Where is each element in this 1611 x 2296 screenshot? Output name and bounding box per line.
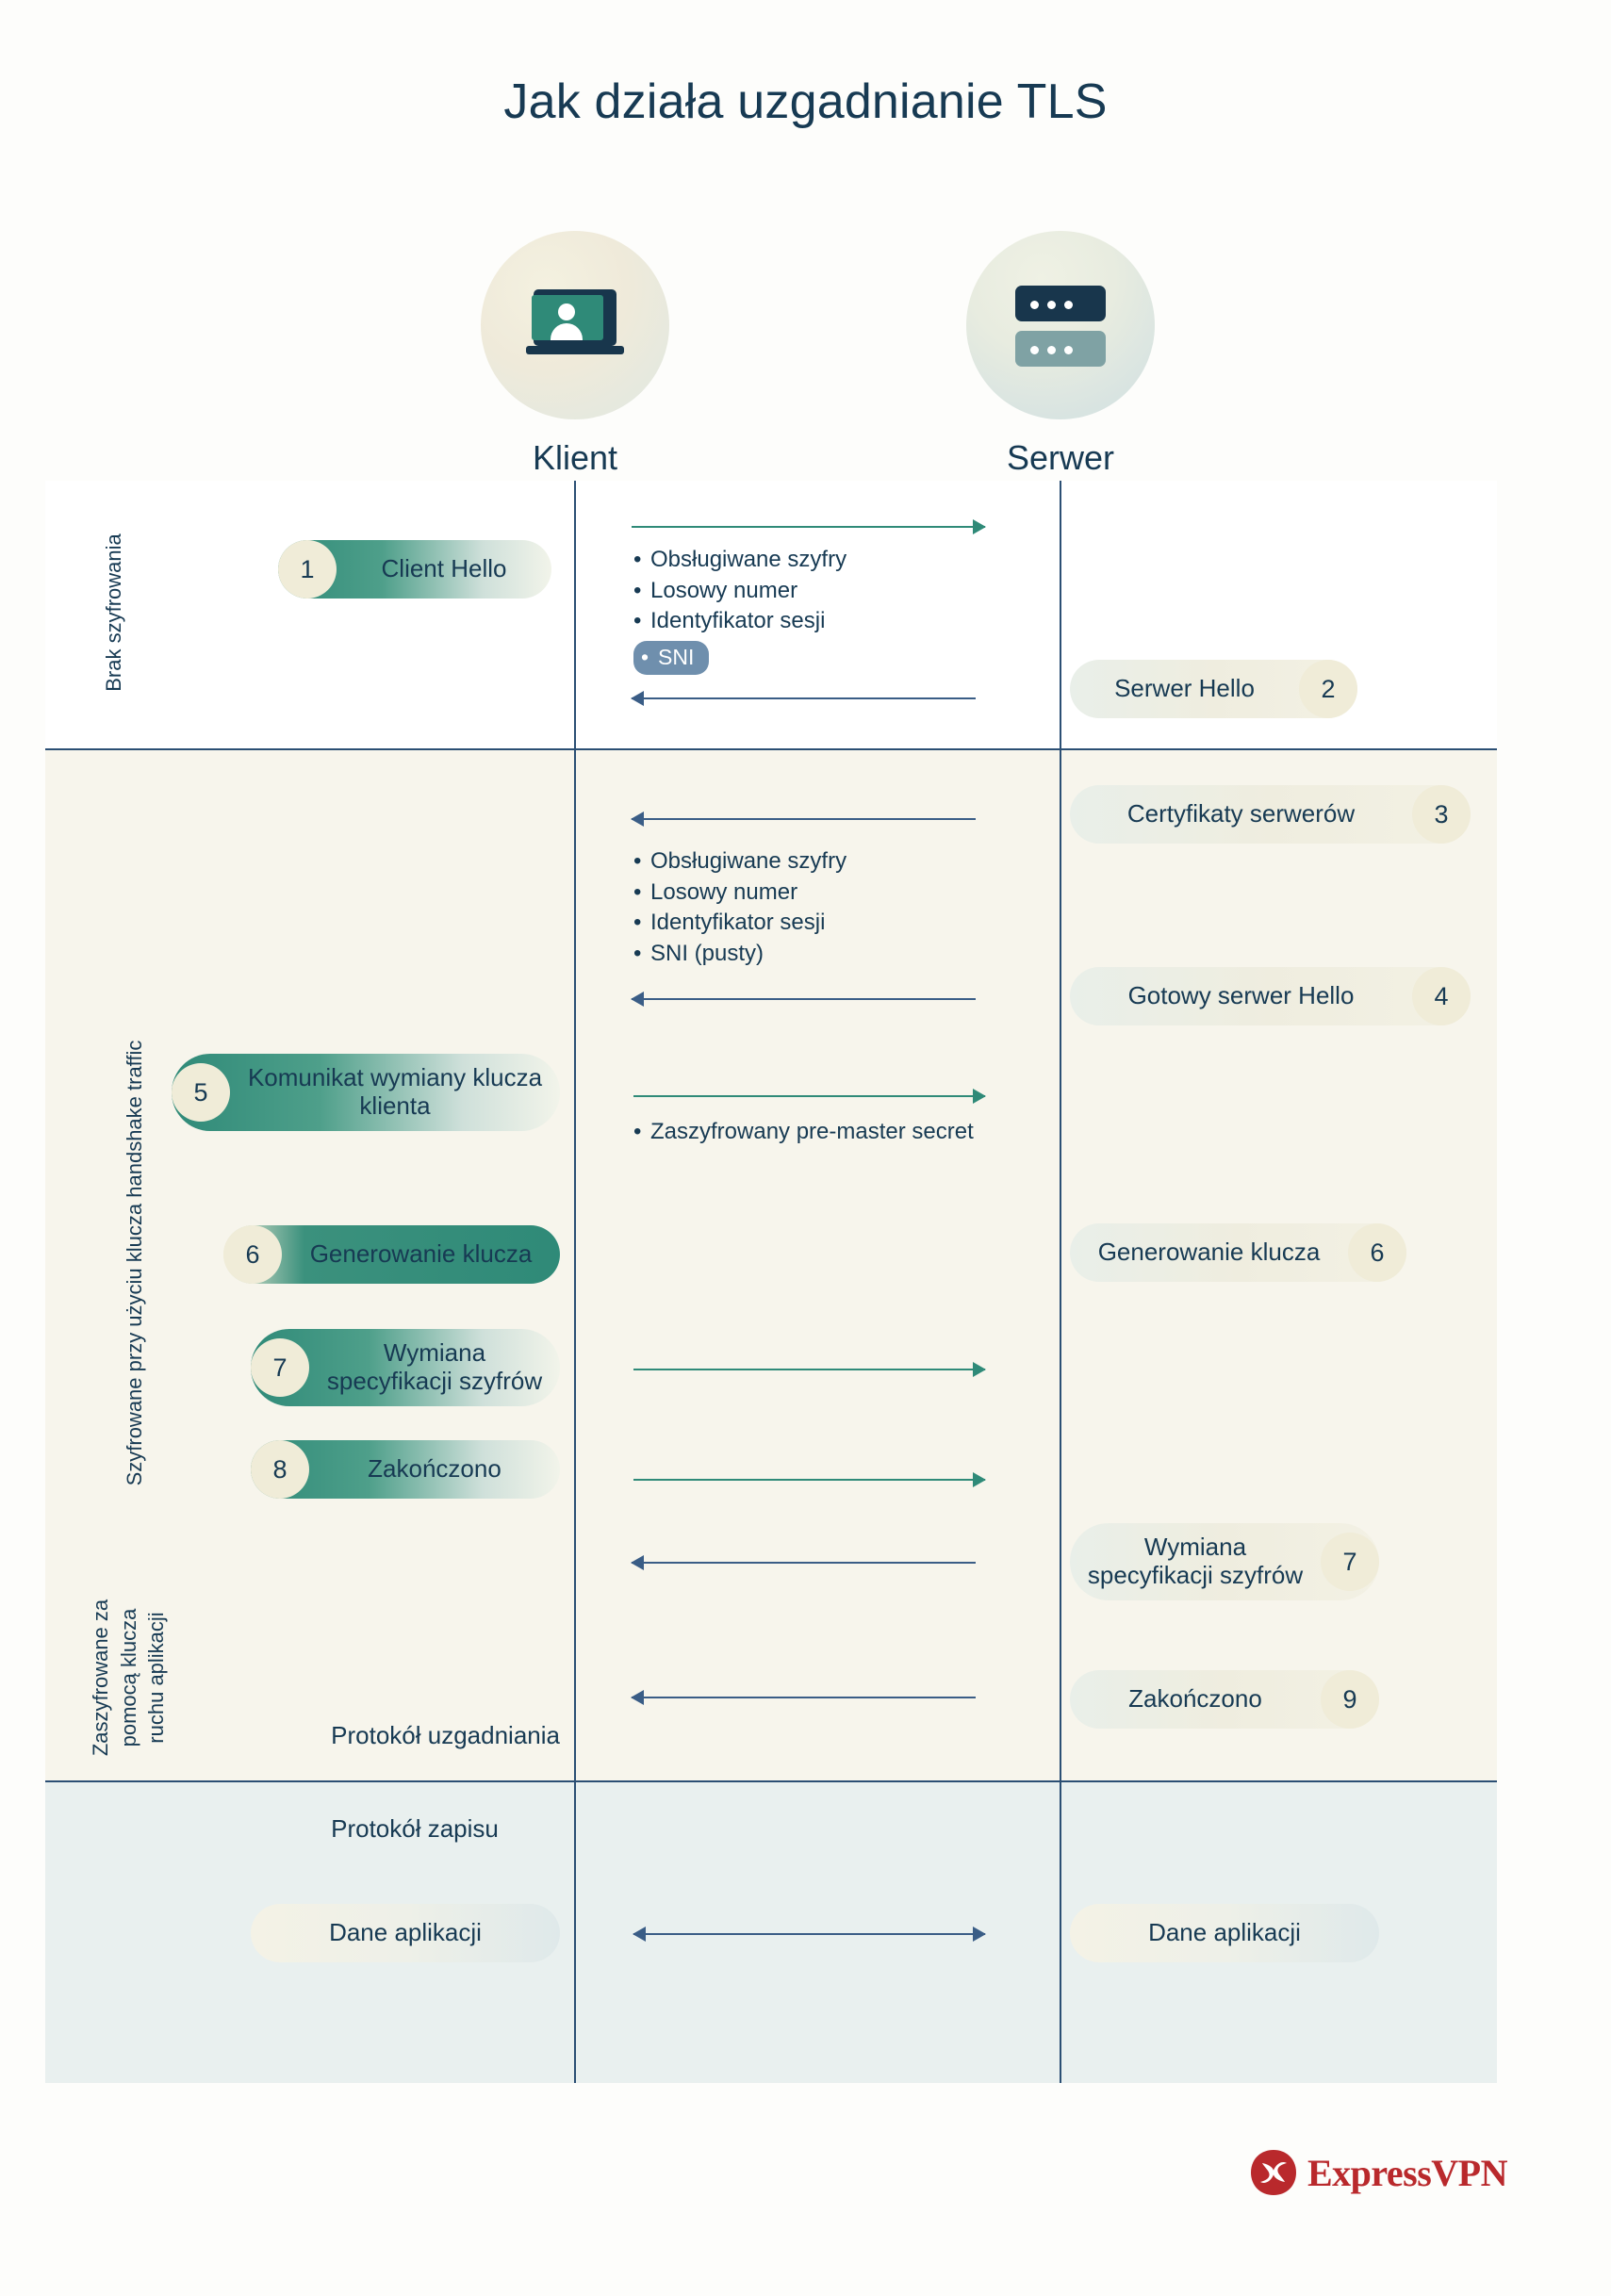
pill-client-hello-number: 1 xyxy=(278,540,337,599)
pill-client-finished-label: Zakończono xyxy=(368,1454,501,1484)
arrow-client-hello xyxy=(632,526,985,528)
pill-server-hello-done-number: 4 xyxy=(1412,967,1471,1025)
pill-server-key-generation-label: Generowanie klucza xyxy=(1097,1238,1321,1267)
arrow-server-hello-done xyxy=(632,998,976,1000)
pill-server-key-generation-number: 6 xyxy=(1348,1223,1406,1282)
pill-client-key-exchange-label: Komunikat wymiany klucza klienta xyxy=(247,1063,543,1120)
bullet-sni-tag: • SNI xyxy=(633,641,709,675)
bullet-item: • Identyfikator sesji xyxy=(633,908,847,939)
band-label-application: Zaszyfrowane za pomocą klucza ruchu aplikacji xyxy=(89,1599,169,1757)
pill-server-change-cipher-label: Wymiana specyfikacji szyfrów xyxy=(1087,1533,1304,1589)
pill-server-finished-label: Zakończono xyxy=(1128,1684,1262,1714)
band-label-no-encryption: Brak szyfrowania xyxy=(102,533,125,692)
pill-server-hello-number: 2 xyxy=(1299,660,1357,718)
expressvpn-wordmark: ExpressVPN xyxy=(1307,2151,1507,2194)
pill-client-hello xyxy=(278,540,551,599)
pill-server-finished xyxy=(1070,1670,1379,1729)
bullet-item: • SNI (pusty) xyxy=(633,939,847,970)
server-lifeline xyxy=(1060,481,1061,2083)
arrow-pre-master-secret xyxy=(633,1095,985,1097)
bullets-client-hello xyxy=(633,545,847,675)
bullet-item: • Obsługiwane szyfry xyxy=(633,846,847,877)
pill-server-hello-done xyxy=(1070,967,1471,1025)
page-title: Jak działa uzgadnianie TLS xyxy=(503,74,1108,129)
pill-client-key-generation-label: Generowanie klucza xyxy=(309,1239,533,1269)
pill-client-application-data xyxy=(251,1904,560,1962)
arrow-client-change-cipher xyxy=(633,1369,985,1370)
actor-server xyxy=(966,231,1155,478)
pill-server-certificates-label: Certyfikaty serwerów xyxy=(1126,799,1356,828)
bullet-item: • Obsługiwane szyfry xyxy=(633,545,847,576)
pill-server-certificates xyxy=(1070,785,1471,844)
pill-server-hello-label: Serwer Hello xyxy=(1114,674,1255,703)
server-rack-icon xyxy=(1015,286,1106,367)
band-label-handshake: Szyfrowane przy użyciu klucza handshake traffic xyxy=(123,1040,146,1486)
band-divider-top xyxy=(45,748,1497,750)
pill-client-key-exchange-number: 5 xyxy=(172,1063,230,1122)
band-divider-bottom xyxy=(45,1780,1497,1782)
pill-client-change-cipher-label: Wymiana specyfikacji szyfrów xyxy=(326,1338,543,1395)
pill-client-key-generation xyxy=(223,1225,560,1284)
laptop-user-icon xyxy=(526,289,624,361)
client-lifeline xyxy=(574,481,576,2083)
server-label: Serwer xyxy=(1006,438,1115,477)
arrow-application-data xyxy=(633,1933,985,1935)
pill-server-application-data-label: Dane aplikacji xyxy=(1148,1918,1301,1947)
bullets-pre-master-secret xyxy=(633,1117,982,1148)
arrow-server-finished xyxy=(632,1697,976,1698)
pill-client-finished xyxy=(251,1440,560,1499)
pill-client-key-generation-number: 6 xyxy=(223,1225,282,1284)
pill-client-key-exchange xyxy=(172,1054,560,1131)
caption-record-protocol: Protokół zapisu xyxy=(331,1814,499,1843)
arrow-client-finished xyxy=(633,1479,985,1481)
actor-client xyxy=(481,231,669,478)
bullet-item: • Losowy numer xyxy=(633,576,847,607)
bullet-item: • Zaszyfrowany pre-master secret xyxy=(633,1117,982,1148)
pill-server-key-generation xyxy=(1070,1223,1406,1282)
bullets-server-hello xyxy=(633,846,847,970)
pill-client-hello-label: Client Hello xyxy=(381,554,507,583)
pill-server-application-data xyxy=(1070,1904,1379,1962)
pill-server-hello-done-label: Gotowy serwer Hello xyxy=(1127,981,1355,1010)
expressvpn-logo xyxy=(1249,2148,1507,2197)
pill-server-change-cipher-spec xyxy=(1070,1523,1379,1600)
expressvpn-mark-icon xyxy=(1249,2148,1298,2197)
pill-server-change-cipher-number: 7 xyxy=(1321,1533,1379,1591)
bullet-item: • Losowy numer xyxy=(633,877,847,909)
arrow-server-certificates xyxy=(632,818,976,820)
pill-client-application-data-label: Dane aplikacji xyxy=(329,1918,482,1947)
client-avatar xyxy=(481,231,669,419)
pill-client-change-cipher-number: 7 xyxy=(251,1338,309,1397)
pill-server-finished-number: 9 xyxy=(1321,1670,1379,1729)
client-label: Klient xyxy=(532,438,618,477)
server-avatar xyxy=(966,231,1155,419)
pill-server-certificates-number: 3 xyxy=(1412,785,1471,844)
bullet-item: • Identyfikator sesji xyxy=(633,606,847,637)
arrow-server-change-cipher xyxy=(632,1562,976,1564)
pill-server-hello xyxy=(1070,660,1357,718)
pill-client-finished-number: 8 xyxy=(251,1440,309,1499)
pill-client-change-cipher-spec xyxy=(251,1329,560,1406)
caption-handshake-protocol: Protokół uzgadniania xyxy=(331,1721,560,1749)
arrow-server-hello xyxy=(632,697,976,699)
